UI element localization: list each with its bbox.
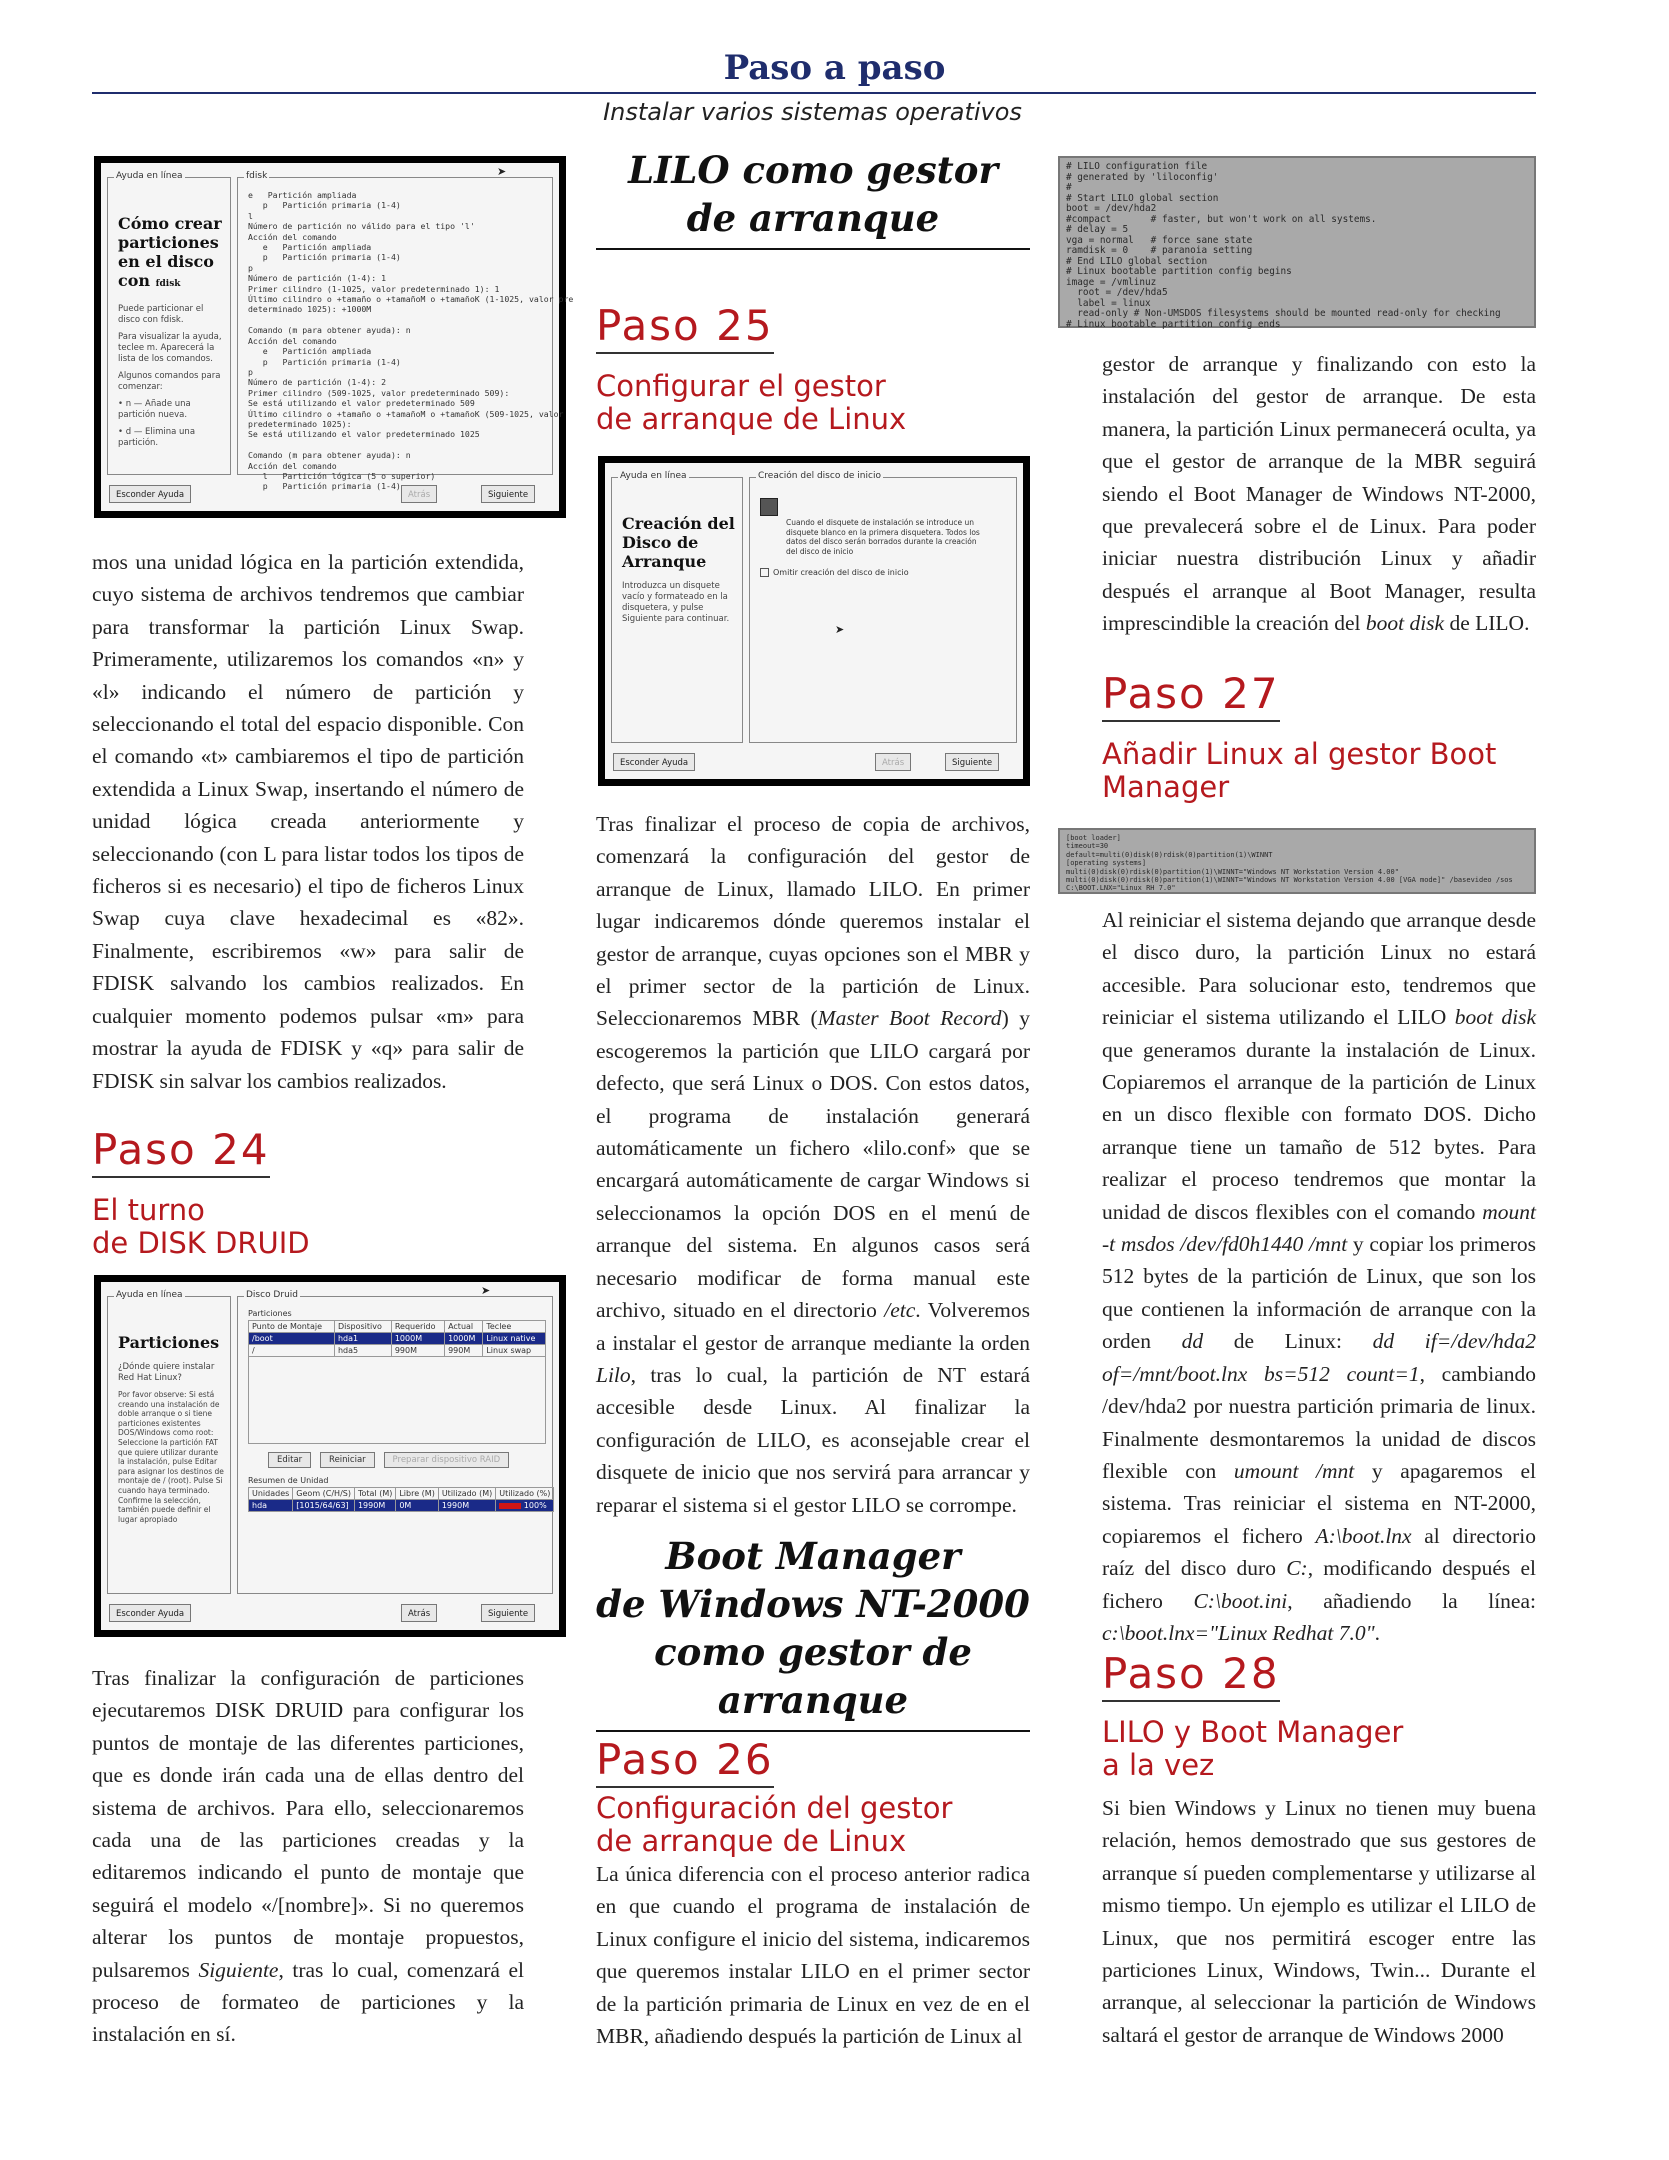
- lilo-conf-text: # LILO configuration file # generated by 'liloconfig' # # Start LILO global section boot = /dev/hda2 #compact # faster, but won't work on all systems. # delay = 5 vga = normal # force sane state ramdisk = 0 # paranoia setting # End LILO global section # Linux bootable partition config begins image = /vmlinuz root = /dev/hda5 label = linux read-only # Non-UMSDOS filesystems should be mounted read-only for checking # Linux bootable partition config ends: [1066, 161, 1501, 330]
- boot-ini-terminal: [1058, 828, 1536, 894]
- paragraph: La única diferencia con el proceso anterior radica en que cuando el programa de instalación de Linux configure el inicio del sistema, indicaremos que queremos instalar LILO en el primer sector de la partición primaria de Linux en vez de en el MBR, añadiendo después la partición de Linux al: [596, 1862, 1030, 2049]
- table-cell: 990M: [445, 1345, 483, 1357]
- mouse-cursor-icon: ➤: [481, 1284, 491, 1297]
- column-header: Dispositivo: [334, 1321, 391, 1333]
- paragraph: Si bien Windows y Linux no tienen muy buena relación, hemos demostrado que sus gestores de arranque sí pueden complementarse y utilizarse al mismo tiempo. Un ejemplo es utilizar el LILO de Linux, que nos permitirá escoger entre las particiones Linux, Windows, Twin... Durante el arranque, al seleccionar la partición de Windows saltará el gestor de arranque de Windows 2000: [1102, 1796, 1536, 2047]
- help-text: ¿Dónde quiere instalar Red Hat Linux?: [118, 1362, 215, 1383]
- step-title: Paso 26: [596, 1736, 774, 1788]
- help-legend: Ayuda en línea: [620, 471, 687, 481]
- boot-manager-section: [596, 1532, 1030, 1732]
- column-3-text-c: [1102, 1792, 1536, 2051]
- paso-28-heading: [1102, 1650, 1542, 1782]
- table-cell: 0M: [396, 1500, 438, 1512]
- step-subtitle: Configurar el gestor: [596, 369, 886, 403]
- pane-legend: Disco Druid: [246, 1290, 298, 1300]
- group-label: Particiones: [248, 1309, 292, 1318]
- table-row[interactable]: [249, 1500, 554, 1512]
- header-rule: [92, 92, 1536, 94]
- column-header: Geom (C/H/S): [293, 1488, 355, 1500]
- druid-actions: [268, 1452, 546, 1468]
- step-subtitle: Manager: [1102, 770, 1230, 804]
- help-text: • d — Elimina una partición.: [118, 427, 196, 448]
- step-title: Paso 25: [596, 302, 774, 354]
- help-legend: Ayuda en línea: [116, 1290, 183, 1300]
- table-cell: 1000M: [445, 1333, 483, 1345]
- table-cell: 1000M: [391, 1333, 444, 1345]
- column-header: Total (M): [354, 1488, 395, 1500]
- table-empty-area: [248, 1357, 546, 1444]
- table-cell: Linux native: [483, 1333, 546, 1345]
- help-title: Cómo crear particiones en el disco con fdisk: [118, 214, 222, 290]
- help-text: • n — Añade una partición nueva.: [118, 399, 191, 420]
- page-header-title: Paso a paso: [723, 48, 946, 88]
- column-header: Utilizado (%): [496, 1488, 554, 1500]
- paragraph: Tras finalizar el proceso de copia de archivos, comenzará la configuración del gestor de arranque de Linux, llamado LILO. En primer lugar indicaremos dónde queremos instalar el gestor de arranque, cuyas opciones son el MBR y el primer sector de la partición de Linux. Seleccionaremos MBR (Master Boot Record) y escogeremos la partición que LILO cargará por defecto, que será Linux o DOS. Con estos datos, el programa de instalación generará automáticamente un fichero «lilo.conf» que se encargará automáticamente de cargar Windows si seleccionamos la opción DOS en el menú de arranque del sistema. En algunos casos será necesario modificar de forma manual este archivo, situado en el directorio /etc. Volveremos a instalar el gestor de arranque mediante la orden Lilo, tras lo cual, la partición de NT estará accesible desde Linux. Al finalizar la configuración de LILO, es aconsejable crear el disquete de inicio que nos servirá para arrancar y reparar el sistema si el gestor LILO se corrompe.: [596, 812, 1031, 1517]
- paragraph: Tras finalizar la configuración de particiones ejecutaremos DISK DRUID para configurar los puntos de montaje de las diferentes particiones, que es donde irán cada una de ellas dentro del sistema de archivos. Para ello, seleccionaremos cada una de las particiones creadas y la editaremos indicando el punto de montaje que seguirá el modelo «/[nombre]». Si no queremos alterar los puntos de montaje propuestos, pulsaremos Siguiente, tras lo cual, comenzará el proceso de formateo de particiones y la instalación en sí.: [92, 1666, 524, 2047]
- step-subtitle: de arranque de Linux: [596, 402, 907, 436]
- step-title: Paso 27: [1102, 670, 1280, 722]
- table-cell: 1990M: [354, 1500, 395, 1512]
- fdisk-console-output: e Partición ampliada p Partición primaria (1-4) l Número de partición no válido para el tipo 'l' Acción del comando e Partición ampliada p Partición primaria (1-4) p Número de partición (1-4): 1 Primer cilindro (1-1025, valor predeterminado 1): 1 Último cilindro o +tamaño o +tamañoM o +tamañoK (1-1025, valor pre determinado 1025): +1000M Comando (m para obtener ayuda): n Acción del comando e Partición ampliada p Partición primaria (1-4) p Número de partición (1-4): 2 Primer cilindro (509-1025, valor predeterminado 509): Se está utilizando el valor predeterminado 509 Último cilindro o +tamaño o +tamañoM o +tamañoK (509-1025, valor predeterminado 1025): Se está utilizando el valor predeterminado 1025 Comando (m para obtener ayuda): n Acción del comando l Partición lógica (5 o superior) p Partición primaria (1-4): [248, 190, 574, 492]
- paso-26-heading: [596, 1736, 1036, 1858]
- skip-bootdisk-option[interactable]: Omitir creación del disco de inicio: [760, 568, 1010, 577]
- next-button[interactable]: Siguiente: [945, 753, 999, 771]
- disk-druid-screenshot: [94, 1275, 566, 1637]
- column-header: Punto de Montaje: [249, 1321, 335, 1333]
- column-header: Teclee: [483, 1321, 546, 1333]
- table-cell: [1015/64/63]: [293, 1500, 355, 1512]
- lilo-conf-terminal: [1058, 156, 1536, 328]
- column-2-text-a: [596, 808, 1030, 1521]
- bootdisk-pane: [749, 471, 1017, 743]
- column-header: Libre (M): [396, 1488, 438, 1500]
- help-text: Para visualizar la ayuda, teclee m. Aparecerá la lista de los comandos.: [118, 332, 222, 364]
- lilo-section: [596, 146, 1030, 250]
- drive-summary-table: [248, 1487, 554, 1512]
- help-panel: [107, 171, 231, 475]
- column-1-text-b: [92, 1662, 524, 2051]
- section-title: LILO como gestor de arranque: [596, 146, 1030, 250]
- mouse-cursor-icon: ➤: [835, 623, 845, 636]
- step-title: Paso 28: [1102, 1650, 1280, 1702]
- hide-help-button[interactable]: Esconder Ayuda: [613, 753, 695, 771]
- step-subtitle: de arranque de Linux: [596, 1824, 907, 1858]
- step-subtitle: de DISK DRUID: [92, 1226, 310, 1260]
- table-cell: /boot: [249, 1333, 335, 1345]
- checkbox[interactable]: [760, 568, 769, 577]
- help-panel: [107, 1290, 231, 1594]
- back-button[interactable]: Atrás: [875, 753, 911, 771]
- step-title: Paso 24: [92, 1126, 270, 1178]
- table-cell: 990M: [391, 1345, 444, 1357]
- paso-25-heading: [596, 302, 1036, 436]
- console-pane: [237, 171, 574, 492]
- column-3-text-a: [1102, 348, 1536, 640]
- column-header: Actual: [445, 1321, 483, 1333]
- druid-pane: [237, 1290, 553, 1594]
- table-row[interactable]: [249, 1333, 546, 1345]
- section-title: Boot Manager de Windows NT-2000 como gestor de arranque: [596, 1532, 1030, 1732]
- table-cell: Linux swap: [483, 1345, 546, 1357]
- help-legend: Ayuda en línea: [116, 171, 183, 181]
- column-header: Unidades: [249, 1488, 293, 1500]
- help-title: Particiones: [118, 1333, 220, 1352]
- bootdisk-message: [760, 498, 1010, 556]
- boot-ini-text: [boot loader] timeout=30 default=multi(0)disk(0)rdisk(0)partition(1)\WINNT [operating systems] multi(0)disk(0)rdisk(0)partition(1)\WINNT="Windows NT Workstation Version 4.00" multi(0)disk(0)rdisk(0)partition(1)\WINNT="Windows NT Workstation Version 4.00 [VGA mode]" /basevideo /sos C:\BOOT.LNX="Linux RH 7.0": [1066, 834, 1513, 893]
- help-text: Puede particionar el disco con fdisk.: [118, 304, 204, 325]
- help-text: Introduzca un disquete vacío y formateado en la disquetera, y pulse Siguiente para continuar.: [622, 581, 730, 624]
- paso-24-heading: [92, 1126, 532, 1260]
- paragraph: Al reiniciar el sistema dejando que arranque desde el disco duro, la partición Linux no estará accesible. Para solucionar esto, tendremos que reiniciar el sistema utilizando el LILO boot disk que generamos durante la instalación de Linux. Copiaremos el arranque de la partición de Linux en un disco flexible con formato DOS. Dicho arranque tiene un tamaño de 512 bytes. Para realizar el proceso tendremos que montar la unidad de discos flexibles con el comando mount -t msdos /dev/fd0h1440 /mnt y copiar los primeros 512 bytes de la partición de Linux, que son los que contienen la información de arranque con la orden dd de Linux: dd if=/dev/hda2 of=/mnt/boot.lnx bs=512 count=1, cambiando /dev/hda2 por nuestra partición primaria de linux. Finalmente desmontaremos la unidad de discos flexible con umount /mnt y apagaremos el sistema. Tras reiniciar el sistema en NT-2000, copiaremos el fichero A:\boot.lnx al directorio raíz del disco duro C:, modificando después el fichero C:\boot.ini, añadiendo la línea: c:\boot.lnx="Linux Redhat 7.0".: [1102, 908, 1537, 1645]
- column-1-text-a: [92, 546, 524, 1097]
- pane-legend: fdisk: [246, 171, 268, 181]
- table-cell: hda: [249, 1500, 293, 1512]
- partitions-table: [248, 1320, 546, 1357]
- group-label: Resumen de Unidad: [248, 1476, 329, 1485]
- step-subtitle: LILO y Boot Manager: [1102, 1715, 1404, 1749]
- table-cell: hda1: [334, 1333, 391, 1345]
- help-text: Algunos comandos para comenzar:: [118, 371, 221, 392]
- pane-legend: Creación del disco de inicio: [758, 471, 881, 481]
- table-cell: 1990M: [438, 1500, 495, 1512]
- step-subtitle: El turno: [92, 1193, 205, 1227]
- column-header: Utilizado (M): [438, 1488, 495, 1500]
- column-2-text-b: [596, 1858, 1030, 2052]
- floppy-disk-icon: [760, 498, 778, 516]
- mouse-cursor-icon: ➤: [497, 165, 507, 178]
- fdisk-screenshot: [94, 156, 574, 518]
- step-subtitle: Configuración del gestor: [596, 1791, 953, 1825]
- table-cell: hda5: [334, 1345, 391, 1357]
- usage-bar: [499, 1503, 521, 1509]
- edit-button[interactable]: Editar: [268, 1452, 311, 1468]
- hide-help-button[interactable]: Esconder Ayuda: [109, 1604, 191, 1622]
- help-panel: [611, 471, 743, 743]
- column-header: Requerido: [391, 1321, 444, 1333]
- paso-27-heading: [1102, 670, 1542, 804]
- next-button[interactable]: Siguiente: [481, 485, 535, 503]
- step-subtitle: a la vez: [1102, 1748, 1215, 1782]
- raid-button[interactable]: Preparar dispositivo RAID: [384, 1452, 510, 1468]
- back-button[interactable]: Atrás: [401, 1604, 437, 1622]
- help-text: Por favor observe: Si está creando una instalación de doble arranque o si tiene particiones existentes DOS/Windows como root: Seleccione la partición FAT que quiere utilizar durante la instalación, pulse Editar para asignar los destinos de montaje de / (root). Pulse Si cuando haya terminado. Confirme la selección, también puede definir el lugar apropiado: [118, 1390, 224, 1524]
- page-header-subtitle: Instalar varios sistemas operativos: [603, 98, 1022, 126]
- hide-help-button[interactable]: Esconder Ayuda: [109, 485, 191, 503]
- bootdisk-screenshot: [598, 456, 1030, 786]
- next-button[interactable]: Siguiente: [481, 1604, 535, 1622]
- table-cell: /: [249, 1345, 335, 1357]
- paragraph: gestor de arranque y finalizando con esto la instalación del gestor de arranque. De esta manera, la partición Linux permanecerá oculta, ya que el gestor de arranque de la MBR seguirá siendo el Boot Manager de Windows NT-2000, que prevalecerá sobre el de Linux. Para poder iniciar nuestra distribución Linux y añadir después el arranque al Boot Manager, resulta imprescindible la creación del boot disk de LILO.: [1102, 352, 1536, 636]
- table-cell: 100%: [496, 1500, 554, 1512]
- back-button[interactable]: Atrás: [401, 485, 437, 503]
- column-3-text-b: [1102, 904, 1536, 1649]
- help-title: Creación del Disco de Arranque: [622, 514, 735, 571]
- step-subtitle: Añadir Linux al gestor Boot: [1102, 737, 1497, 771]
- bootdisk-message-text: Cuando el disquete de instalación se introduce un disquete blanco en la primera disquetera. Todos los datos del disco serán borrados durante la creación del disco de inicio: [786, 518, 980, 556]
- paragraph: mos una unidad lógica en la partición extendida, cuyo sistema de archivos tendremos que cambiar para transformar la partición Linux Swap. Primeramente, utilizaremos los comandos «n» y «l» indicando el número de partición y seleccionando el total del espacio disponible. Con el comando «t» cambiaremos el tipo de partición extendida a Linux Swap, insertando el número de unidad lógica creada anteriormente y seleccionando (con L para listar todos los tipos de ficheros si es necesario) el tipo de ficheros Linux Swap cuya clave hexadecimal es «82». Finalmente, escribiremos «w» para salir de FDISK salvando los cambios realizados. En cualquier momento podemos pulsar «m» para mostrar la ayuda de FDISK y «q» para salir de FDISK sin salvar los cambios realizados.: [92, 550, 524, 1093]
- table-row[interactable]: [249, 1345, 546, 1357]
- reset-button[interactable]: Reiniciar: [320, 1452, 375, 1468]
